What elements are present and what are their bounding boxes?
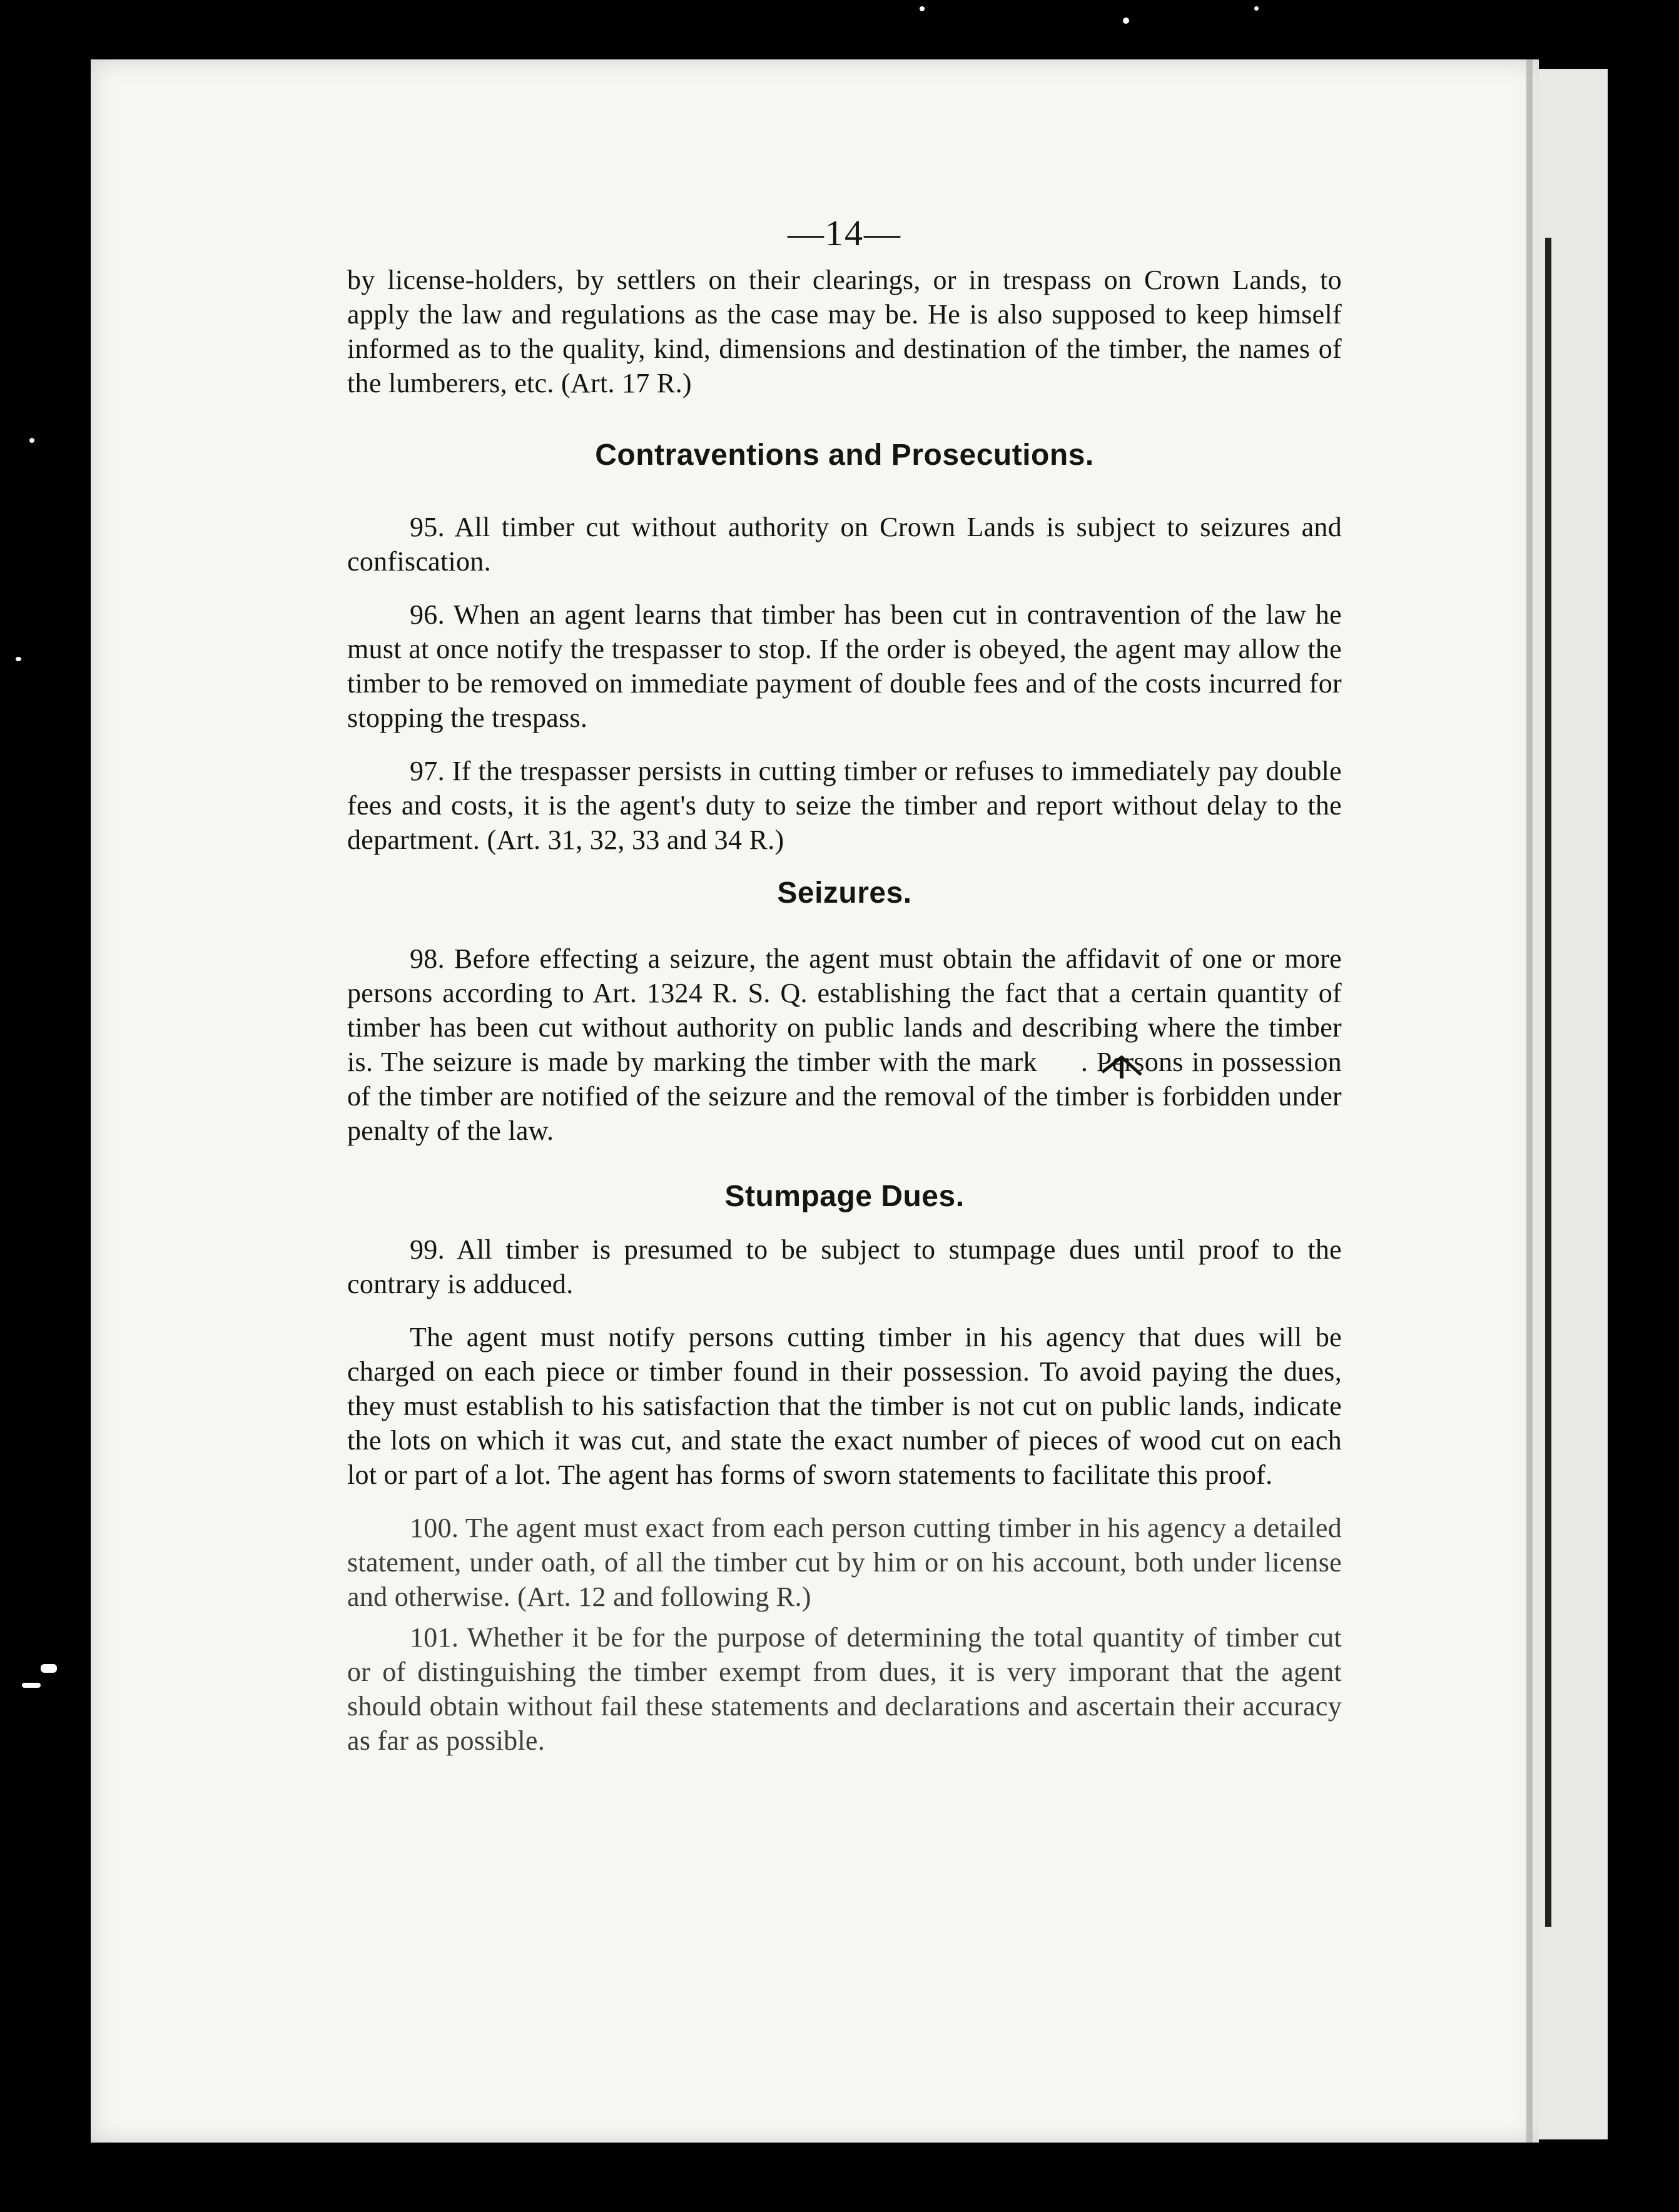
paragraph-97: 97. If the trespasser persists in cutting timber or refuses to immediately pay double fees and costs, it is the agent's duty to seize the timber and report without delay to the department. (Art. 31, 32, 33 and 34 R.) (347, 756, 1342, 855)
paragraph-98-text-a: 98. Before effecting a seizure, the agent must obtain the affidavit of one or more persons according to Art. 1324 R. S. Q. establishing the fact that a certain quantity of timber has been cut without authority on public lands and describing where the timber is. The seizure is made by marking the timber with the mark (347, 943, 1342, 1077)
heading-seizures: Seizures. (777, 876, 912, 910)
heading-stumpage: Stumpage Dues. (724, 1180, 965, 1213)
paragraph-98 (347, 941, 1342, 1148)
scan-speck (29, 438, 34, 443)
scan-speck (16, 657, 21, 661)
paragraph-101: 101. Whether it be for the purpose of determining the total quantity of timber cut or of distinguishing the timber exempt from dues, it is very imporant that the agent should obtain without fail these statements and declarations and ascertain their accuracy as far as possible. (347, 1622, 1342, 1756)
document-body (347, 213, 1342, 1758)
scan-speck (920, 6, 925, 11)
paragraph-99: 99. All timber is presumed to be subject to stumpage dues until proof to the contrary is adduced. (347, 1234, 1342, 1299)
scan-speck (22, 1683, 41, 1688)
broad-arrow-mark-icon (1037, 1052, 1081, 1077)
page-edge-shadow (1526, 59, 1533, 2143)
page-number: —14— (788, 213, 901, 253)
scan-speck (1254, 6, 1259, 11)
paragraph-100: 100. The agent must exact from each person cutting timber in his agency a detailed statement, under oath, of all the timber cut by him or on his account, both under license and otherwise. (Art. 12 and following R.) (347, 1513, 1342, 1612)
paragraph-agent-notify: The agent must notify persons cutting timber in his agency that dues will be charged on each piece or timber found in their possession. To avoid paying the dues, they must establish to his satisfaction that the timber is not cut on public lands, indicate the lots on which it was cut, and state the exact number of pieces of wood cut on each lot or part of a lot. The agent has forms of sworn statements to facilitate this proof. (347, 1322, 1342, 1490)
paragraph-95: 95. All timber cut without authority on Crown Lands is subject to seizures and confiscation. (347, 512, 1342, 577)
heading-contraventions: Contraventions and Prosecutions. (595, 439, 1094, 472)
adjacent-page-edge (1545, 238, 1551, 1927)
paragraph-96: 96. When an agent learns that timber has been cut in contravention of the law he must at once notify the trespasser to stop. If the order is obeyed, the agent may allow the timber to be removed on immediate payment of double fees and of the costs incurred for stopping the trespass. (347, 599, 1342, 733)
intro-paragraph: by license-holders, by settlers on their clearings, or in trespass on Crown Lands, to apply the law and regulations as the case may be. He is also supposed to keep himself informed as to the quality, kind, dimensions and destination of the timber, the names of the lumberers, etc. (Art. 17 R.) (347, 265, 1342, 398)
scan-speck (41, 1664, 57, 1673)
paragraph-98-text-b: . Persons in possession of the timber are notified of the seizure and the removal of the timber is forbidden under penalty of the law. (347, 1047, 1342, 1146)
scan-speck (1123, 18, 1129, 24)
